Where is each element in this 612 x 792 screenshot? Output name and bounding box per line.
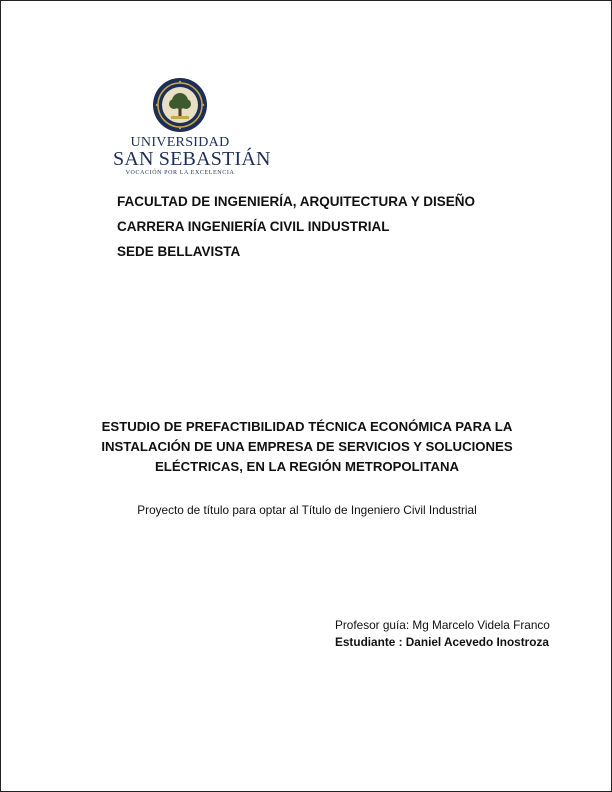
university-logo — [113, 77, 271, 177]
thesis-title-line: ELÉCTRICAS, EN LA REGIÓN METROPOLITANA — [154, 459, 460, 474]
degree-subtitle: Proyecto de título para optar al Título de Ingeniero Civil Industrial — [137, 503, 477, 517]
university-motto: VOCACIÓN POR LA EXCELENCIA — [125, 170, 235, 176]
campus-name: SEDE BELLAVISTA — [117, 244, 241, 259]
faculty-name: FACULTAD DE INGENIERÍA, ARQUITECTURA Y DISEÑO — [117, 194, 476, 209]
authors-block — [335, 617, 595, 651]
university-name-line-1: UNIVERSIDAD — [130, 135, 230, 150]
thesis-title — [71, 417, 543, 477]
university-seal-icon — [152, 77, 208, 133]
thesis-title-line: INSTALACIÓN DE UNA EMPRESA DE SERVICIOS Y SOLUCIONES — [101, 439, 513, 454]
faculty-block — [117, 189, 557, 264]
thesis-title-line: ESTUDIO DE PREFACTIBILIDAD TÉCNICA ECONÓMICA PARA LA — [101, 419, 513, 434]
program-name: CARRERA INGENIERÍA CIVIL INDUSTRIAL — [117, 219, 390, 234]
advisor-line: Profesor guía: Mg Marcelo Videla Franco — [335, 618, 550, 632]
university-name-line-2: SAN SEBASTIÁN — [113, 148, 271, 170]
student-line: Estudiante : Daniel Acevedo Inostroza — [335, 635, 549, 649]
